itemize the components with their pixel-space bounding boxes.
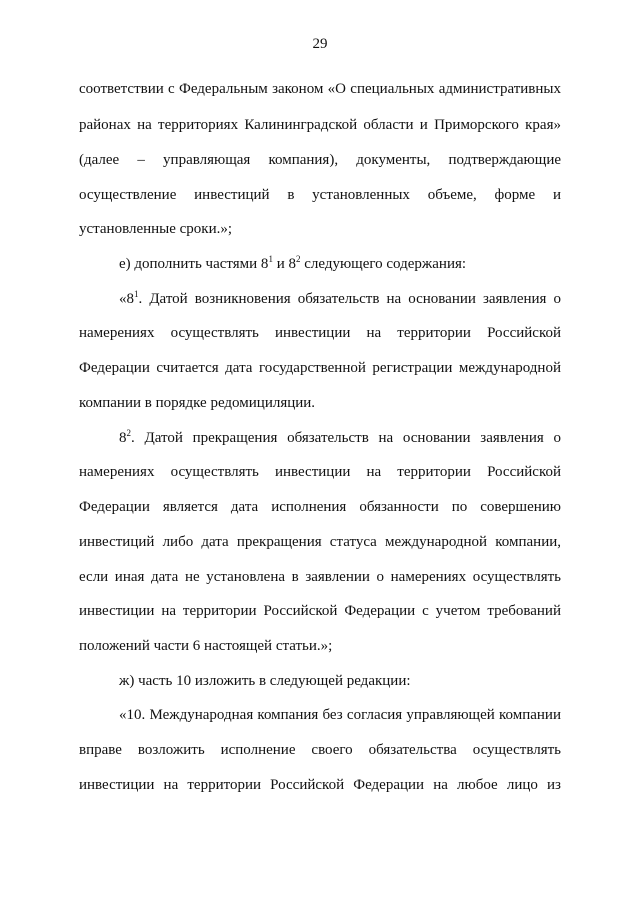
text-line: осуществление инвестиций в установленных объеме, форме и — [79, 187, 561, 203]
text-line: инвестиции на территории Российской Федерации на любое лицо из — [79, 777, 561, 793]
page-number: 29 — [312, 36, 328, 52]
text-segment: 8 — [119, 430, 127, 446]
paragraph-8-2-start — [119, 428, 561, 448]
superscript: 2 — [126, 428, 131, 438]
text-segment: и 8 — [272, 256, 296, 272]
text-line: намерениях осуществлять инвестиции на территории Российской — [79, 325, 561, 341]
text-line: Федерации считается дата государственной регистрации международной — [79, 360, 561, 376]
paragraph-item-e — [119, 254, 561, 274]
paragraph-10-start: «10. Международная компания без согласия управляющей компании — [119, 707, 561, 723]
superscript: 1 — [134, 289, 139, 299]
text-segment: «8 — [119, 291, 134, 307]
text-line: если иная дата не установлена в заявлении о намерениях осуществлять — [79, 569, 561, 585]
paragraph-item-zh: ж) часть 10 изложить в следующей редакции: — [119, 673, 411, 689]
text-line: вправе возложить исполнение своего обязательства осуществлять — [79, 742, 561, 758]
text-line: инвестиций либо дата прекращения статуса международной компании, — [79, 534, 561, 550]
text-line: положений части 6 настоящей статьи.»; — [79, 638, 333, 654]
text-segment: . Датой возникновения обязательств на основании заявления о — [138, 291, 561, 307]
text-line: компании в порядке редомициляции. — [79, 395, 316, 411]
paragraph-8-1-start — [119, 289, 561, 309]
text-segment: следующего содержания: — [300, 256, 467, 272]
text-segment: е) дополнить частями 8 — [119, 256, 269, 272]
text-line: соответствии с Федеральным законом «О специальных административных — [79, 81, 561, 97]
text-line: районах на территориях Калининградской области и Приморского края» — [79, 117, 561, 133]
text-line: установленные сроки.»; — [79, 221, 233, 237]
text-line: Федерации является дата исполнения обязанности по совершению — [79, 499, 561, 515]
text-line: (далее – управляющая компания), документы, подтверждающие — [79, 152, 561, 168]
superscript: 1 — [268, 254, 273, 264]
superscript: 2 — [295, 254, 301, 264]
text-segment: . Датой прекращения обязательств на основании заявления о — [131, 430, 561, 446]
text-line: намерениях осуществлять инвестиции на территории Российской — [79, 464, 561, 480]
text-line: инвестиции на территории Российской Федерации с учетом требований — [79, 603, 561, 619]
